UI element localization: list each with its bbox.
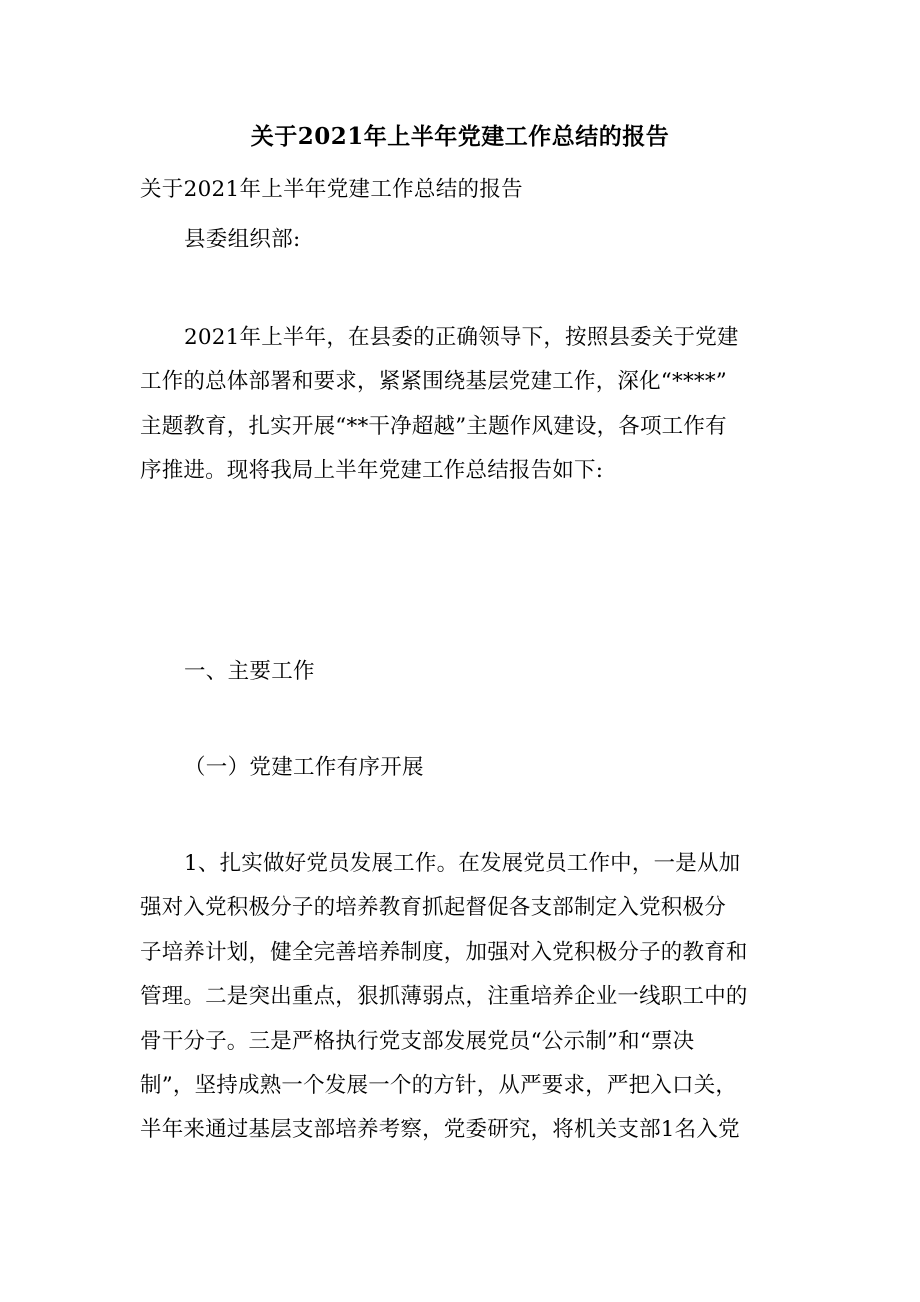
item-line: 骨干分子。三是严格执行党支部发展党员“公示制”和“票决 bbox=[140, 1028, 695, 1054]
item-line: 管理。二是突出重点，狠抓薄弱点，注重培养企业一线职工中的 bbox=[140, 984, 748, 1010]
intro-line: 主题教育，扎实开展“**干净超越”主题作风建设，各项工作有 bbox=[140, 413, 727, 439]
addressee: 县委组织部: bbox=[184, 227, 301, 252]
item-1-paragraph bbox=[140, 842, 790, 1153]
item-line: 制”，坚持成熟一个发展一个的方针，从严要求，严把入口关， bbox=[140, 1073, 738, 1099]
intro-paragraph bbox=[140, 316, 790, 494]
document-title: 关于2021年上半年党建工作总结的报告 bbox=[250, 123, 670, 150]
document-subtitle: 关于2021年上半年党建工作总结的报告 bbox=[140, 177, 523, 202]
item-line: 半年来通过基层支部培养考察，党委研究，将机关支部1名入党 bbox=[140, 1117, 740, 1143]
section-heading: 一、主要工作 bbox=[184, 659, 315, 684]
intro-line: 序推进。现将我局上半年党建工作总结报告如下: bbox=[140, 458, 604, 484]
item-line: 强对入党积极分子的培养教育抓起督促各支部制定入党积极分 bbox=[140, 895, 726, 921]
item-line: 子培养计划，健全完善培养制度，加强对入党积极分子的教育和 bbox=[140, 939, 748, 965]
intro-line: 2021年上半年，在县委的正确领导下，按照县委关于党建 bbox=[184, 325, 739, 350]
intro-line: 工作的总体部署和要求，紧紧围绕基层党建工作，深化“****” bbox=[140, 369, 727, 395]
subsection-heading: （一）党建工作有序开展 bbox=[184, 755, 424, 780]
item-line: 1、扎实做好党员发展工作。在发展党员工作中，一是从加 bbox=[184, 851, 741, 876]
